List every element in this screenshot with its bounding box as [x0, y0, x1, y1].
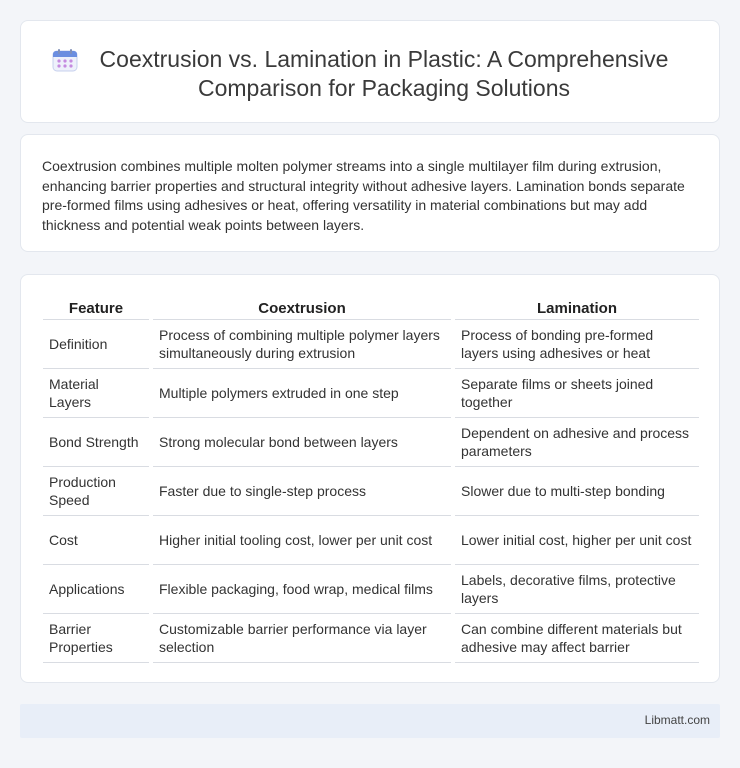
intro-card	[20, 134, 720, 252]
table-row	[43, 368, 699, 417]
table-row	[43, 417, 699, 466]
lamination-cell: Labels, decorative films, protective layers	[453, 564, 699, 613]
header-lamination: Lamination	[453, 295, 699, 319]
table-row	[43, 564, 699, 613]
header-feature: Feature	[43, 295, 151, 319]
lamination-cell: Lower initial cost, higher per unit cost	[453, 515, 699, 564]
comparison-card	[20, 274, 720, 683]
comparison-table	[43, 295, 699, 663]
table-row	[43, 613, 699, 662]
lamination-cell: Can combine different materials but adhesive may affect barrier	[453, 613, 699, 662]
header-coextrusion: Coextrusion	[151, 295, 453, 319]
footer-brand: Libmatt.com	[644, 713, 710, 727]
coextrusion-cell: Customizable barrier performance via layer selection	[151, 613, 453, 662]
feature-cell: Applications	[43, 564, 151, 613]
coextrusion-cell: Higher initial tooling cost, lower per unit cost	[151, 515, 453, 564]
footer-bar	[20, 704, 720, 738]
lamination-cell: Process of bonding pre-formed layers using adhesives or heat	[453, 319, 699, 368]
title-card	[20, 20, 720, 123]
lamination-cell: Dependent on adhesive and process parameters	[453, 417, 699, 466]
table-row	[43, 466, 699, 515]
table-row	[43, 319, 699, 368]
table-row	[43, 515, 699, 564]
coextrusion-cell: Multiple polymers extruded in one step	[151, 368, 453, 417]
feature-cell: Cost	[43, 515, 151, 564]
feature-cell: Bond Strength	[43, 417, 151, 466]
page-title: Coextrusion vs. Lamination in Plastic: A Comprehensive Comparison for Packaging Solutions	[99, 46, 669, 101]
feature-cell: Barrier Properties	[43, 613, 151, 662]
intro-paragraph: Coextrusion combines multiple molten polymer streams into a single multilayer film during extrusion, enhancing barrier properties and structural integrity without adhesive layers. Lamination bonds separate pre-formed films using adhesives or heat, offering versatility in material combinations but may add thickness and potential weak points between layers.	[42, 158, 685, 233]
feature-cell: Production Speed	[43, 466, 151, 515]
table-header-row	[43, 295, 699, 319]
coextrusion-cell: Strong molecular bond between layers	[151, 417, 453, 466]
coextrusion-cell: Process of combining multiple polymer layers simultaneously during extrusion	[151, 319, 453, 368]
feature-cell: Definition	[43, 319, 151, 368]
lamination-cell: Separate films or sheets joined together	[453, 368, 699, 417]
coextrusion-cell: Faster due to single-step process	[151, 466, 453, 515]
feature-cell: Material Layers	[43, 368, 151, 417]
lamination-cell: Slower due to multi-step bonding	[453, 466, 699, 515]
coextrusion-cell: Flexible packaging, food wrap, medical films	[151, 564, 453, 613]
